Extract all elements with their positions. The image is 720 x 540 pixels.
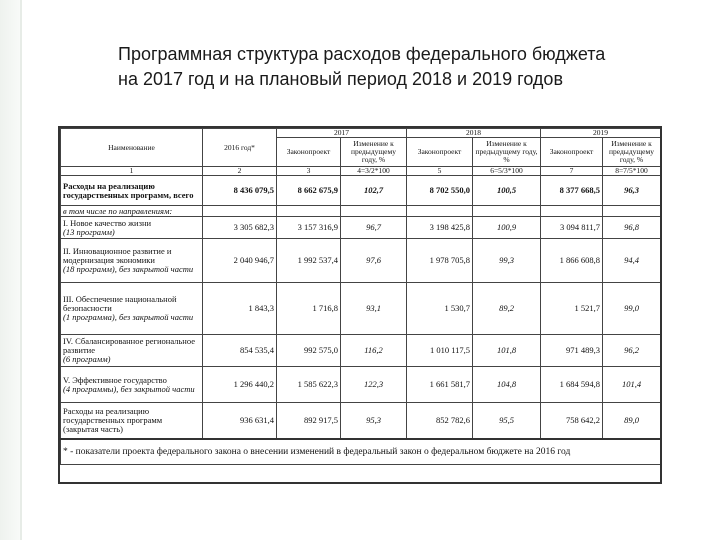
header-law-2018: Законопроект xyxy=(407,138,473,167)
row-name-note: (18 программ), без закрытой части xyxy=(63,264,194,275)
value-change-2018: 101,8 xyxy=(473,335,541,367)
value-2016: 854 535,4 xyxy=(203,335,277,367)
row-name: Расходы на реализацию государственных программ, всего xyxy=(61,176,203,206)
row-name-note: (13 программ) xyxy=(63,226,115,237)
table-footnote-row xyxy=(61,439,661,465)
value-change-2017: 95,3 xyxy=(341,403,407,439)
table-row xyxy=(61,403,661,439)
value-change-2019: 96,2 xyxy=(603,335,661,367)
col-number: 6=5/3*100 xyxy=(473,167,541,176)
header-change-2017: Изменение к предыдущему году, % xyxy=(341,138,407,167)
row-name xyxy=(61,217,203,239)
value-law-2019: 1 521,7 xyxy=(541,283,603,335)
row-name: в том числе по направлениям: xyxy=(61,206,203,217)
value-law-2018: 1 978 705,8 xyxy=(407,239,473,283)
header-law-2017: Законопроект xyxy=(277,138,341,167)
title-line-1: Программная структура расходов федерального бюджета xyxy=(118,44,606,64)
row-name xyxy=(61,239,203,283)
header-year-2018: 2018 xyxy=(407,129,541,138)
value-law-2017: 3 157 316,9 xyxy=(277,217,341,239)
table-row xyxy=(61,217,661,239)
value-2016: 8 436 079,5 xyxy=(203,176,277,206)
value-law-2017: 8 662 675,9 xyxy=(277,176,341,206)
value-change-2019: 96,8 xyxy=(603,217,661,239)
col-number: 8=7/5*100 xyxy=(603,167,661,176)
row-name-main: V. Эффективное государство xyxy=(63,374,167,385)
row-name-main: I. Новое качество жизни xyxy=(63,217,152,228)
slide-title xyxy=(118,42,698,92)
value-change-2017: 96,7 xyxy=(341,217,407,239)
value-change-2017: 97,6 xyxy=(341,239,407,283)
header-year-2019: 2019 xyxy=(541,129,661,138)
row-name xyxy=(61,367,203,403)
row-name-main: IV. Сбалансированное региональное развитие xyxy=(63,335,195,356)
value-change-2018: 99,3 xyxy=(473,239,541,283)
value-change-2019: 101,4 xyxy=(603,367,661,403)
value-law-2017: 1 716,8 xyxy=(277,283,341,335)
row-name-note: (1 программа), без закрытой части xyxy=(63,312,194,323)
value-change-2017: 93,1 xyxy=(341,283,407,335)
header-change-2018: Изменение к предыдущему году, % xyxy=(473,138,541,167)
value-change-2019: 89,0 xyxy=(603,403,661,439)
row-name-main: II. Инновационное развитие и модернизация экономики xyxy=(63,245,172,266)
row-name xyxy=(61,403,203,439)
value-change-2018: 95,5 xyxy=(473,403,541,439)
value-law-2018: 1 661 581,7 xyxy=(407,367,473,403)
table-row xyxy=(61,283,661,335)
header-year-2017: 2017 xyxy=(277,129,407,138)
value-2016: 1 843,3 xyxy=(203,283,277,335)
value-change-2018: 100,9 xyxy=(473,217,541,239)
column-number-row xyxy=(61,167,661,176)
value-change-2019: 96,3 xyxy=(603,176,661,206)
value-law-2017: 992 575,0 xyxy=(277,335,341,367)
row-name xyxy=(61,335,203,367)
row-name xyxy=(61,283,203,335)
table-row xyxy=(61,367,661,403)
slide-accent-bar xyxy=(0,0,20,540)
value-change-2017: 102,7 xyxy=(341,176,407,206)
value-law-2018: 8 702 550,0 xyxy=(407,176,473,206)
value-2016: 936 631,4 xyxy=(203,403,277,439)
row-name-main: III. Обеспечение национальной безопасности xyxy=(63,293,177,314)
value-change-2019: 99,0 xyxy=(603,283,661,335)
row-name-note: (4 программы), без закрытой части xyxy=(63,383,195,394)
header-2016: 2016 год* xyxy=(203,129,277,167)
row-name-main: Расходы на реализацию государственных программ xyxy=(63,405,163,425)
table-footnote: * - показатели проекта федерального закона о внесении изменений в федеральный закон о федеральном бюджете на 2016 год xyxy=(61,439,661,465)
year-header-row xyxy=(61,129,661,138)
header-name: Наименование xyxy=(61,129,203,167)
col-number: 4=3/2*100 xyxy=(341,167,407,176)
value-law-2019: 3 094 811,7 xyxy=(541,217,603,239)
table-row-total xyxy=(61,176,661,206)
budget-table-image xyxy=(58,126,662,484)
slide-accent-line xyxy=(20,0,22,540)
col-number: 1 xyxy=(61,167,203,176)
row-name-note: (закрытая часть) xyxy=(63,424,123,435)
header-change-2019: Изменение к предыдущему году, % xyxy=(603,138,661,167)
col-number: 7 xyxy=(541,167,603,176)
row-name-note: (6 программ) xyxy=(63,354,111,365)
title-line-2: на 2017 год и на плановый период 2018 и 2019 годов xyxy=(118,69,564,89)
value-change-2019: 94,4 xyxy=(603,239,661,283)
col-number: 2 xyxy=(203,167,277,176)
value-change-2017: 122,3 xyxy=(341,367,407,403)
col-number: 3 xyxy=(277,167,341,176)
table-row xyxy=(61,335,661,367)
value-law-2019: 971 489,3 xyxy=(541,335,603,367)
value-change-2017: 116,2 xyxy=(341,335,407,367)
value-law-2018: 852 782,6 xyxy=(407,403,473,439)
value-law-2017: 1 585 622,3 xyxy=(277,367,341,403)
value-law-2017: 892 917,5 xyxy=(277,403,341,439)
value-law-2019: 1 684 594,8 xyxy=(541,367,603,403)
header-law-2019: Законопроект xyxy=(541,138,603,167)
budget-table xyxy=(60,128,661,465)
value-law-2018: 1 530,7 xyxy=(407,283,473,335)
value-law-2019: 758 642,2 xyxy=(541,403,603,439)
col-number: 5 xyxy=(407,167,473,176)
value-2016: 3 305 682,3 xyxy=(203,217,277,239)
value-change-2018: 89,2 xyxy=(473,283,541,335)
value-law-2018: 3 198 425,8 xyxy=(407,217,473,239)
value-law-2017: 1 992 537,4 xyxy=(277,239,341,283)
value-change-2018: 104,8 xyxy=(473,367,541,403)
value-2016: 1 296 440,2 xyxy=(203,367,277,403)
value-law-2019: 8 377 668,5 xyxy=(541,176,603,206)
value-change-2018: 100,5 xyxy=(473,176,541,206)
table-row-subheading xyxy=(61,206,661,217)
table-row xyxy=(61,239,661,283)
value-2016: 2 040 946,7 xyxy=(203,239,277,283)
value-law-2019: 1 866 608,8 xyxy=(541,239,603,283)
value-law-2018: 1 010 117,5 xyxy=(407,335,473,367)
